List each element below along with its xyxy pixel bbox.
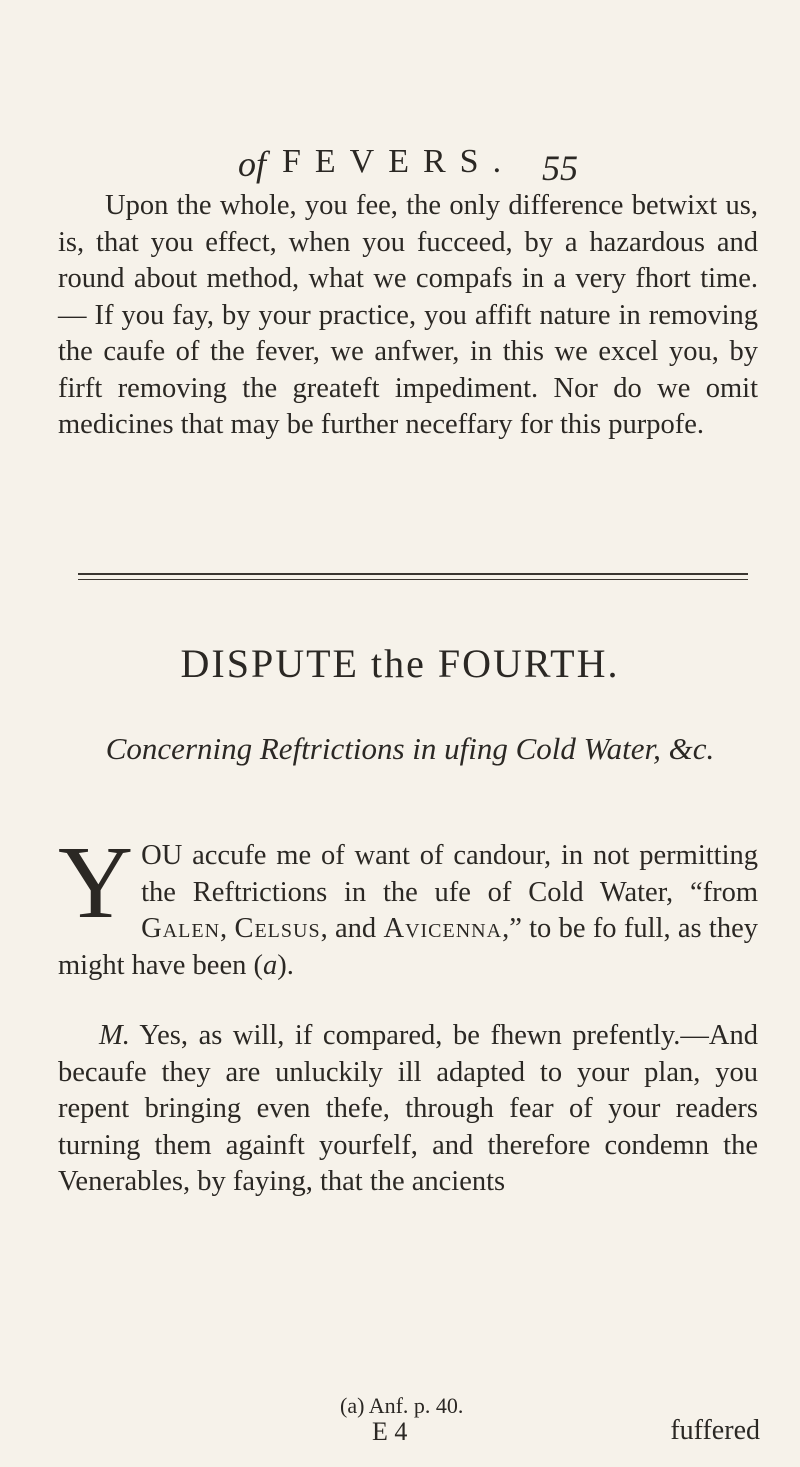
footnote-reference: a (262, 949, 278, 981)
paragraph-2 (58, 825, 758, 984)
running-head-prefix: of (238, 144, 267, 184)
speaker-label: M. (99, 1020, 130, 1051)
catchword: fuffered (670, 1415, 760, 1446)
running-head-title: FEVERS. (282, 143, 516, 180)
page-number: 55 (542, 148, 578, 188)
signature-mark: E 4 (372, 1417, 408, 1446)
paragraph-3-text: Yes, as will, if compared, be fhewn prefently.—And becaufe they are unluckily ill adapted to your plan, you repent bringing even thefe, through fear of your readers turning them againft yourfelf, and therefore condemn the Venerables, by faying, that the ancients (58, 1020, 758, 1197)
paragraph-3 (58, 1018, 758, 1201)
drop-cap: Y (58, 825, 134, 940)
running-head (238, 143, 578, 193)
footnote-text: Anf. p. 40. (368, 1393, 464, 1418)
paragraph-2-text-3: ,” to be fo full, as they might have been ( (58, 913, 758, 981)
section-subheading: Concerning Reftrictions in ufing Cold Water, &c. (105, 731, 715, 766)
author-name-avicenna: Avicenna (383, 913, 503, 944)
paragraph-1: Upon the whole, you fee, the only difference betwixt us, is, that you effect, when you fucceed, by a hazardous and round about method, what we compafs in a very fhort time. — If you fay, by your practice, you affift nature in removing the caufe of the fever, we anfwer, in this we excel you, by firft removing the greateft impediment. Nor do we omit medicines that may be further neceffary for this purpofe. (58, 190, 758, 440)
author-name-galen: Galen (141, 913, 221, 944)
section-heading: DISPUTE the FOURTH. (180, 641, 620, 686)
footnote (340, 1393, 463, 1419)
paragraph-2-text: OU accufe me of want of candour, in not permitting the Reftrictions in the ufe of Cold Water, “from (141, 840, 758, 908)
separator: , (220, 913, 235, 944)
footnote-marker: (a) (340, 1393, 365, 1418)
paragraph-2-text-4: ). (277, 949, 294, 981)
paragraph-2-text-2: , and (320, 913, 384, 944)
section-rule (78, 573, 748, 575)
section-rule-thin (78, 579, 748, 580)
author-name-celsus: Celsus (234, 913, 321, 944)
